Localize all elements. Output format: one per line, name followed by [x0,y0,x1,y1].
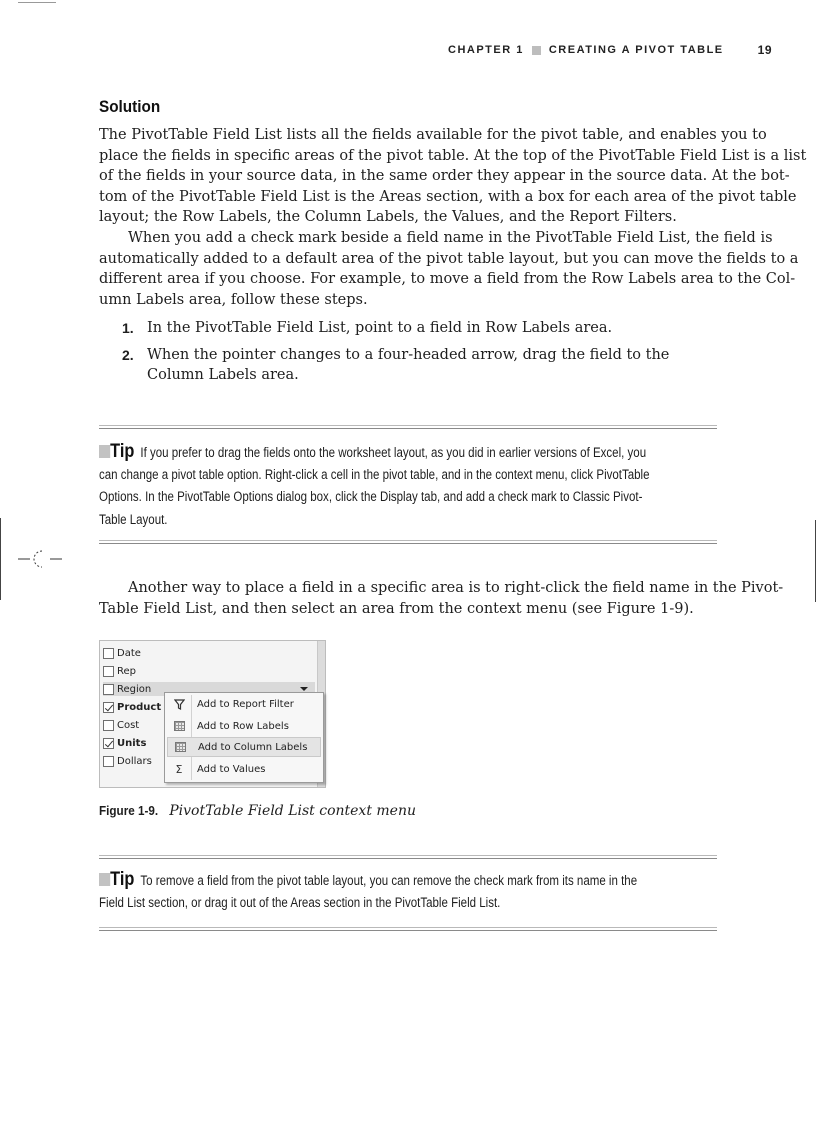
checkbox[interactable] [103,666,114,677]
dropdown-arrow-icon[interactable] [300,687,308,691]
text-line: Another way to place a field in a specific area is to right-click the field name in the Pivot- [128,580,784,596]
divider [99,425,717,429]
text-line: The PivotTable Field List lists all the fields available for the pivot table, and enables you to [99,127,767,143]
tip-text-line: To remove a field from the pivot table layout, you can remove the check mark from its name in the [140,873,638,888]
field-name: Region [117,683,152,695]
list-item [122,318,718,339]
menu-item-add-to-values[interactable] [167,759,321,779]
text-line: umn Labels area, follow these steps. [99,291,368,308]
checkbox-checked[interactable] [103,738,114,749]
figure-caption-text: PivotTable Field List context menu [169,803,417,819]
solution-paragraph-1 [99,125,807,228]
field-item-dollars[interactable] [103,754,152,768]
registration-mark [18,548,62,570]
menu-item-label: Add to Values [197,763,266,775]
tip-text-line: If you prefer to drag the fields onto the worksheet layout, as you did in earlier versions of Excel, you [140,445,647,460]
tip-text-line: can change a pivot table option. Right-click a cell in the pivot table, and in the context menu, click PivotTable [99,467,650,483]
tip-box-1 [99,441,719,531]
row-labels-icon [167,721,191,731]
text-line: When you add a check mark beside a field name in the PivotTable Field List, the field is [128,230,773,246]
figure-number: Figure 1-9. [99,803,159,818]
tip-box-2 [99,869,719,914]
list-item [122,345,718,386]
divider [99,540,717,544]
menu-item-label: Add to Column Labels [198,741,308,753]
tip-text-line: Options. In the PivotTable Options dialog box, click the Display tab, and add a check mark to Classic Pivot- [99,489,643,505]
page-number: 19 [757,43,772,57]
field-name: Rep [117,665,136,677]
filter-icon [167,699,191,710]
checkbox[interactable] [103,648,114,659]
text-line: tom of the PivotTable Field List is the Areas section, with a box for each area of the pivot table [99,188,797,205]
checkbox[interactable] [103,756,114,767]
text-line: different area if you choose. For example, to move a field from the Row Labels area to the Col- [99,271,796,288]
column-labels-icon [168,742,192,752]
field-name: Cost [117,719,140,731]
text-line: Table Field List, and then select an area from the context menu (see Figure 1-9). [99,600,694,617]
tip-label: Tip [99,441,134,462]
text-line: place the fields in specific areas of the pivot table. At the top of the PivotTable Field List is a list [99,147,807,164]
text-line: layout; the Row Labels, the Column Labels, the Values, and the Report Filters. [99,209,677,226]
chapter-label: CHAPTER 1 [448,44,524,56]
text-line: of the fields in your source data, in the same order they appear in the source data. At the bot- [99,168,790,185]
figure-caption [99,803,416,819]
field-name: Dollars [117,755,152,767]
field-list-screenshot [99,640,326,788]
running-header [448,43,772,57]
menu-item-add-to-column-labels[interactable] [167,737,321,757]
sigma-icon: Σ [175,762,183,776]
step-number: 1. [122,320,134,336]
header-square-icon [532,46,541,55]
field-name: Units [117,737,147,749]
menu-item-label: Add to Report Filter [197,698,294,710]
solution-paragraph-2 [99,228,799,310]
field-item-units[interactable] [103,736,146,750]
field-item-date[interactable] [103,646,141,660]
checkbox[interactable] [103,684,114,695]
steps-list [122,318,718,392]
tip-square-icon [99,445,110,458]
tip-label: Tip [99,869,134,890]
section-heading: Solution [99,97,161,116]
menu-item-add-to-row-labels[interactable] [167,716,321,736]
step-text: When the pointer changes to a four-headed arrow, drag the field to the Column Labels area. [147,346,670,384]
checkbox-checked[interactable] [103,702,114,713]
tip-square-icon [99,873,110,886]
step-text: In the PivotTable Field List, point to a field in Row Labels area. [147,320,613,336]
menu-item-label: Add to Row Labels [197,720,289,732]
step-number: 2. [122,346,134,363]
context-menu [164,692,324,783]
tip-text-line: Table Layout. [99,511,168,527]
field-item-product[interactable] [103,700,161,714]
field-name: Date [117,647,141,659]
field-name: Product [117,701,162,713]
field-item-rep[interactable] [103,664,136,678]
text-line: automatically added to a default area of the pivot table layout, but you can move the fields to a [99,250,799,267]
chapter-title: CREATING A PIVOT TABLE [548,44,724,56]
left-margin-mark [0,518,1,600]
top-edge-line [18,2,56,3]
checkbox[interactable] [103,720,114,731]
paragraph-3 [99,578,784,619]
divider [99,927,717,931]
field-item-cost[interactable] [103,718,139,732]
divider [99,855,717,859]
tip-text-line: Field List section, or drag it out of the Areas section in the PivotTable Field List. [99,895,501,911]
menu-item-add-to-report-filter[interactable] [167,694,321,714]
